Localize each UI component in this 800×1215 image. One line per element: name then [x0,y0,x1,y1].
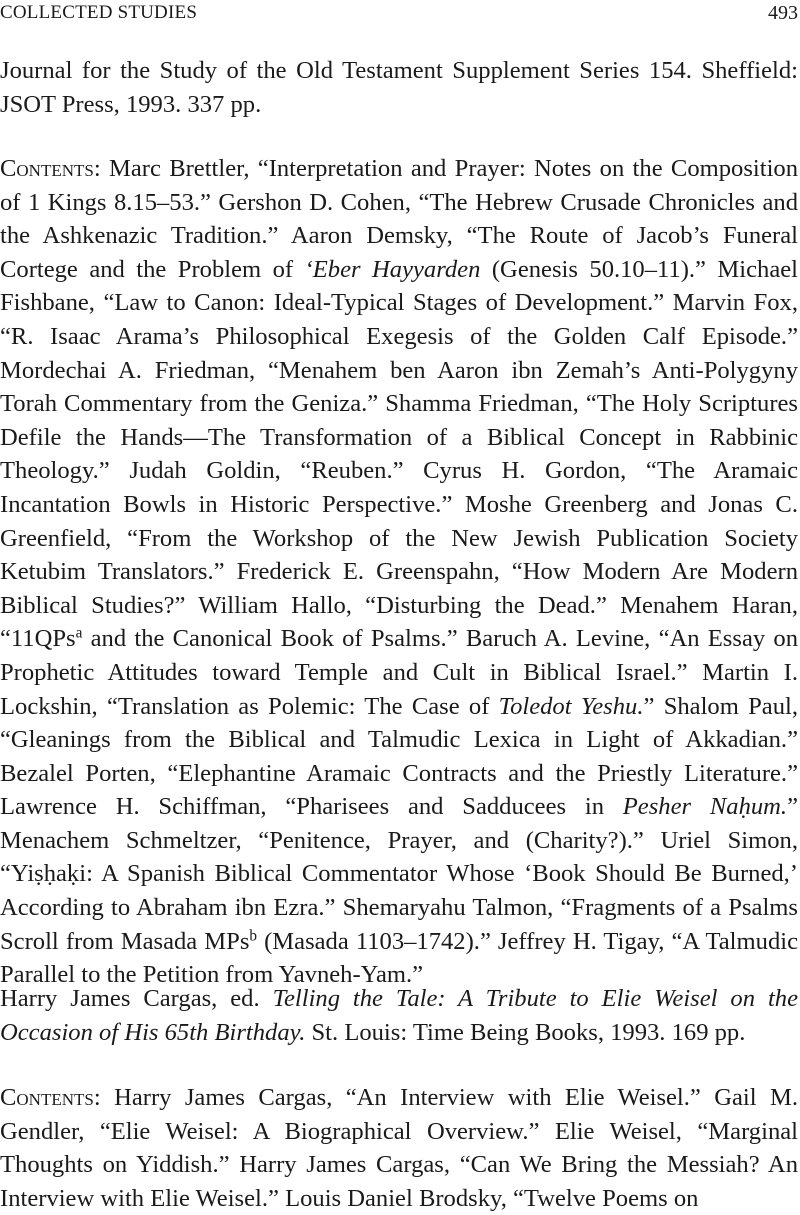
text-run: Marc Brettler, “Interpretation and Prayer: Notes on the Composition of 1 Kings 8.15–53.” Gershon D. Cohen, “The Hebrew Crusade Chronicles and the Ashkenazic Tradition.” Aaron Demsky, “The Route of Jacob’s Funeral Cortege and the Problem of [0,155,798,283]
running-head-title: COLLECTED STUDIES [0,2,198,23]
entry2-contents-label: Contents: [0,1084,101,1111]
entry1-contents [0,152,798,992]
entry1-contents-label: Contents: [0,155,101,182]
entry1-contents-body [0,155,798,988]
text-run: Harry James Cargas, ed. [0,985,273,1012]
text-run: Harry James Cargas, “An Interview with Elie Weisel.” Gail M. Gendler, “Elie Weisel: A Biographical Overview.” Elie Weisel, “Marginal Thoughts on Yiddish.” Harry James Cargas, “Can We Bring the Messiah? An Interview with Elie Weisel.” Louis Daniel Brodsky, “Twelve Poems on [0,1084,798,1212]
superscript: a [75,624,83,642]
text-run: St. Louis: Time Being Books, 1993. 169 pp. [305,1018,746,1046]
text-run: ” Menachem Schmeltzer, “Penitence, Prayer, and (Charity?).” Uriel Simon, “Yiṣḥaḳi: A Spanish Biblical Commentator Whose ‘Book Should Be Burned,’ According to Abraham ibn Ezra.” Shemaryahu Talmon, “Fragments of a Psalms Scroll from Masada MPs [0,793,798,955]
text-run: and the Canonical Book of Psalms.” Baruch A. Levine, “An Essay on Prophetic Attitudes toward Temple and Cult in Biblical Israel.” Martin I. Lockshin, “Translation as Polemic: The Case of [0,625,798,720]
entry2-contents [0,1081,798,1215]
entry2-citation [0,982,798,1049]
italic-title: Pesher Naḥum. [622,793,788,821]
text-run: (Genesis 50.10–11).” Michael Fishbane, “Law to Canon: Ideal-Typical Stages of Development.” Marvin Fox, “R. Isaac Arama’s Philosophical Exegesis of the Golden Calf Episode.” Mordechai A. Friedman, “Menahem ben Aaron ibn Zemah’s Anti-Polygyny Torah Commentary from the Geniza.” Shamma Friedman, “The Holy Scriptures Defile the Hands—The Transformation of a Biblical Concept in Rabbinic Theology.” Judah Goldin, “Reuben.” Cyrus H. Gordon, “The Aramaic Incantation Bowls in Historic Perspective.” Moshe Greenberg and Jonas C. Greenfield, “From the Workshop of the New Jewish Publication Society Ketubim Translators.” Frederick E. Greenspahn, “How Modern Are Modern Biblical Studies?” William Hallo, “Disturbing the Dead.” Menahem Haran, “11QPs [0,255,799,653]
entry2-contents-body [0,1084,798,1212]
running-head [0,0,798,26]
text-run: (Masada 1103–1742).” Jeffrey H. Tigay, “A Talmudic Parallel to the Petition from Yavneh-Yam.” [0,927,798,989]
italic-title: Telling the Tale: A Tribute to Elie Weisel on the Occasion of His 65th Birthday. [0,985,798,1046]
entry1-citation: Journal for the Study of the Old Testament Supplement Series 154. Sheffield: JSOT Press, 1993. 337 pp. [0,57,798,118]
italic-title: ‘Eber Hayyarden [304,255,481,283]
page-number: 493 [768,2,798,24]
text-run: ” Shalom Paul, “Gleanings from the Biblical and Talmudic Lexica in Light of Akkadian.” Bezalel Porten, “Elephantine Aramaic Contracts and the Priestly Literature.” Lawrence H. Schiffman, “Pharisees and Sadducees in [0,692,798,821]
superscript: b [249,927,258,945]
italic-title: Toledot Yeshu. [498,692,644,720]
